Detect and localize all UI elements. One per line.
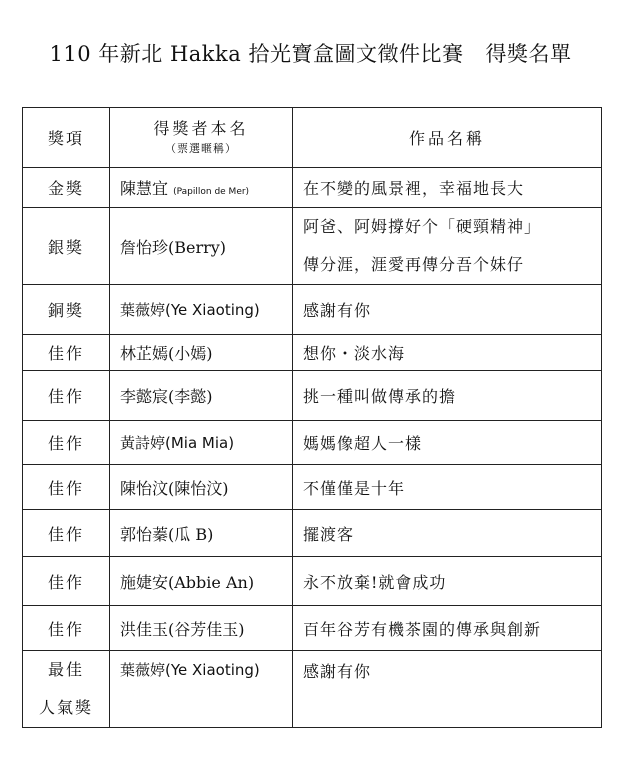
- work-cell: 感謝有你: [293, 285, 602, 335]
- name-cell: [110, 208, 293, 285]
- winners-table: [22, 107, 602, 728]
- award-cell: 佳作: [23, 557, 110, 606]
- work-cell: 挑一種叫做傳承的擔: [293, 371, 602, 421]
- name-cell: 郭怡蓁(瓜 B): [110, 510, 293, 557]
- name-cell: 李懿宸(李懿): [110, 371, 293, 421]
- name-cell: [110, 168, 293, 208]
- nickname-text: (Papillon de Mer): [173, 187, 250, 197]
- table-row: [23, 335, 602, 371]
- award-text-line2: 人氣獎: [38, 698, 93, 717]
- page-title: [0, 38, 621, 68]
- award-cell: 佳作: [23, 510, 110, 557]
- name-text: 陳慧宜: [120, 179, 169, 198]
- work-cell: 擺渡客: [293, 510, 602, 557]
- name-cell: 施婕安(Abbie An): [110, 557, 293, 606]
- table-row: [23, 557, 602, 606]
- name-cell: 葉薇婷(Ye Xiaoting): [110, 285, 293, 335]
- work-text-line2: 傳分涯，涯愛再傳分吾个妹仔: [303, 255, 525, 274]
- header-name-note: （票選暱稱）: [165, 141, 237, 155]
- table-row: [23, 606, 602, 651]
- award-cell: 金獎: [23, 168, 110, 208]
- table-row: [23, 421, 602, 465]
- table-row: [23, 651, 602, 728]
- work-text-line1: 阿爸、阿姆撐好个「硬頸精神」: [303, 217, 542, 236]
- header-name-main: 得獎者本名: [153, 118, 249, 138]
- award-cell: 佳作: [23, 606, 110, 651]
- award-cell: 銀獎: [23, 208, 110, 285]
- award-text-line1: 最佳: [47, 660, 84, 679]
- work-cell: [293, 208, 602, 285]
- table-row: [23, 510, 602, 557]
- award-cell: 佳作: [23, 421, 110, 465]
- work-cell: 媽媽像超人一樣: [293, 421, 602, 465]
- table-row: [23, 168, 602, 208]
- name-cell: 洪佳玉(谷芳佳玉): [110, 606, 293, 651]
- work-cell: 永不放棄!就會成功: [293, 557, 602, 606]
- table-row: [23, 208, 602, 285]
- award-cell: 佳作: [23, 371, 110, 421]
- table-row: [23, 465, 602, 510]
- award-cell: 銅獎: [23, 285, 110, 335]
- name-cell: 葉薇婷(Ye Xiaoting): [110, 651, 293, 728]
- header-award: 獎項: [23, 108, 110, 168]
- work-cell: 不僅僅是十年: [293, 465, 602, 510]
- header-name: [110, 108, 293, 168]
- table-header-row: [23, 108, 602, 168]
- award-cell: 佳作: [23, 465, 110, 510]
- work-cell: 想你・淡水海: [293, 335, 602, 371]
- work-cell: 百年谷芳有機茶園的傳承與創新: [293, 606, 602, 651]
- title-sub: 得獎名單: [485, 42, 572, 66]
- title-main: 110 年新北 Hakka 拾光寶盒圖文徵件比賽: [49, 42, 464, 66]
- name-cell: 陳怡汶(陳怡汶): [110, 465, 293, 510]
- table-row: [23, 285, 602, 335]
- header-work: 作品名稱: [293, 108, 602, 168]
- work-cell: 在不變的風景裡，幸福地長大: [293, 168, 602, 208]
- table-row: [23, 371, 602, 421]
- name-cell: 黃詩婷(Mia Mia): [110, 421, 293, 465]
- award-cell: [23, 651, 110, 728]
- award-cell: 佳作: [23, 335, 110, 371]
- name-cell: 林芷嫣(小嫣): [110, 335, 293, 371]
- work-cell: 感謝有你: [293, 651, 602, 728]
- name-text: 詹怡珍(Berry): [120, 237, 227, 257]
